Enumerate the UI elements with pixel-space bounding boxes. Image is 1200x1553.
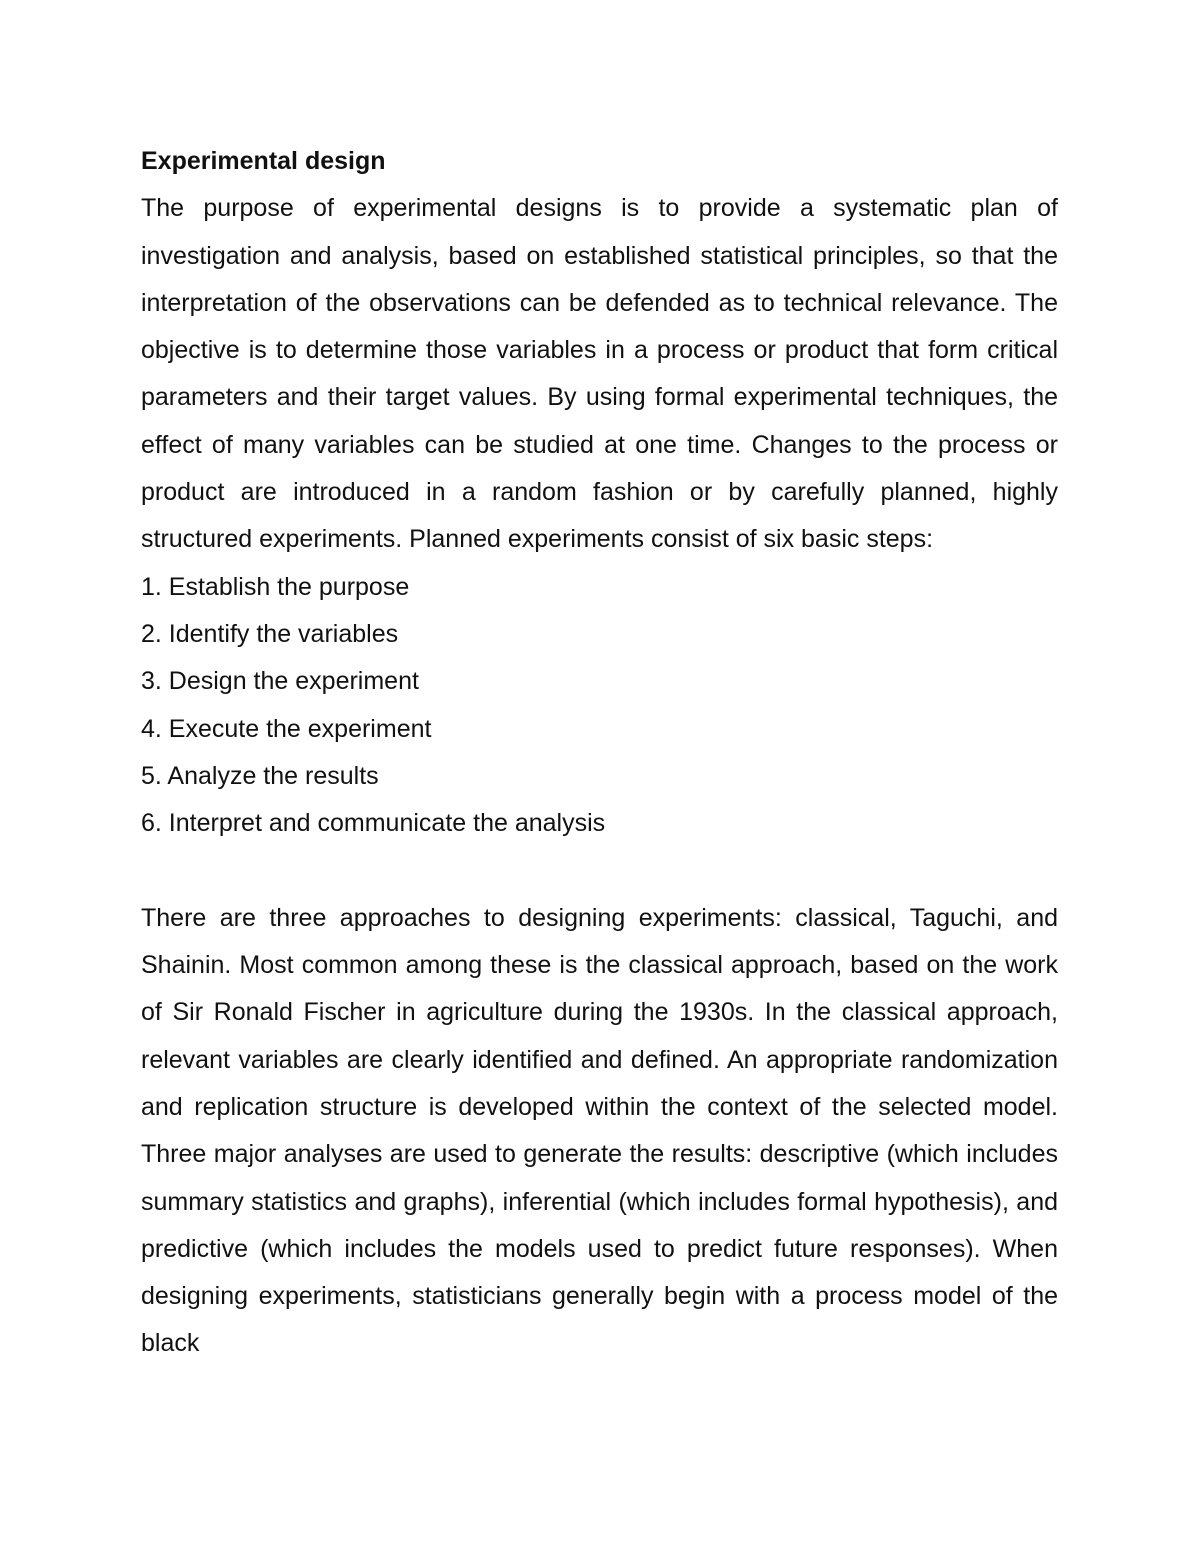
steps-list [141, 564, 1058, 848]
list-item: 5. Analyze the results [141, 761, 379, 790]
list-item: 6. Interpret and communicate the analysis [141, 809, 606, 838]
approaches-paragraph: There are three approaches to designing experiments: classical, Taguchi, and Shainin. Most common among these is the classical approach, based on the work of Sir Ronald Fischer in agriculture during the 1930s. In the classical approach, relevant variables are clearly identified and defined. An appropriate randomization and replication structure is developed within the context of the selected model. Three major analyses are used to generate the results: descriptive (which includes summary statistics and graphs), inferential (which includes formal hypothesis), and predictive (which includes the models used to predict future responses). When designing experiments, statisticians generally begin with a process model of the black [141, 903, 1058, 1358]
list-item: 3. Design the experiment [141, 667, 419, 696]
list-item: 2. Identify the variables [141, 619, 399, 648]
document-heading: Experimental design [141, 147, 386, 175]
paragraph-spacer [141, 847, 1058, 894]
document-page [141, 138, 1058, 1368]
intro-paragraph: The purpose of experimental designs is to provide a systematic plan of investigation and analysis, based on established statistical principles, so that the interpretation of the observations can be defended as to technical relevance. The objective is to determine those variables in a process or product that form critical parameters and their target values. By using formal experimental techniques, the effect of many variables can be studied at one time. Changes to the process or product are introduced in a random fashion or by carefully planned, highly structured experiments. Planned experiments consist of six basic steps: [141, 194, 1058, 554]
list-item: 1. Establish the purpose [141, 572, 410, 601]
list-item: 4. Execute the experiment [141, 714, 432, 743]
